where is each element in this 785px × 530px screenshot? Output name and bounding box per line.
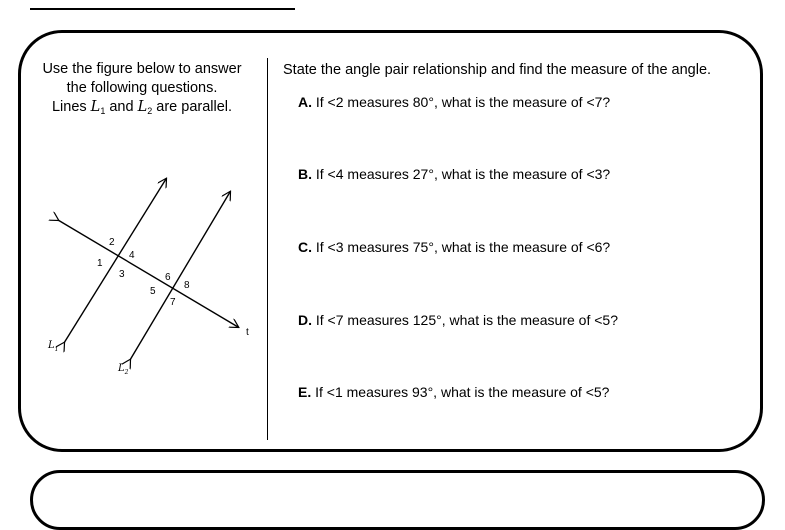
- instruction-line-3: Lines $L_1$ and $L_2$ are parallel.: [51, 99, 233, 116]
- instruction-line-1: Use the figure below to answer: [42, 61, 242, 77]
- line-l1: [64, 179, 166, 343]
- header-underline: [30, 0, 295, 10]
- angle-label-6: 6: [165, 272, 171, 283]
- question-a: A. If <2 measures 80°, what is the measure of <7?: [298, 94, 611, 110]
- angle-label-2: 2: [109, 237, 115, 248]
- transversal-line: [58, 220, 238, 327]
- parallel-lines-figure: [40, 165, 260, 380]
- angle-label-4: 4: [129, 250, 135, 261]
- transversal-label: t: [246, 327, 249, 338]
- second-panel: [30, 470, 765, 530]
- figure-instructions: [22, 60, 262, 121]
- instruction-line-2: the following questions.: [66, 80, 218, 96]
- question-d: D. If <7 measures 125°, what is the measure of <5?: [298, 312, 618, 328]
- angle-label-7: 7: [170, 297, 176, 308]
- angle-label-1: 1: [97, 258, 103, 269]
- angle-label-5: 5: [150, 286, 156, 297]
- angle-pair-instructions: State the angle pair relationship and find the measure of the angle.: [283, 62, 712, 78]
- question-c: C. If <3 measures 75°, what is the measure of <6?: [298, 239, 611, 255]
- line-l2-label: $L_2$: [118, 363, 129, 376]
- question-e: E. If <1 measures 93°, what is the measure of <5?: [298, 384, 610, 400]
- question-b: B. If <4 measures 27°, what is the measure of <3?: [298, 166, 611, 182]
- angle-label-8: 8: [184, 280, 190, 291]
- line-l2: [130, 192, 230, 360]
- angle-label-3: 3: [119, 269, 125, 280]
- column-divider: [267, 58, 268, 440]
- line-l1-label: $L_1$: [48, 340, 59, 353]
